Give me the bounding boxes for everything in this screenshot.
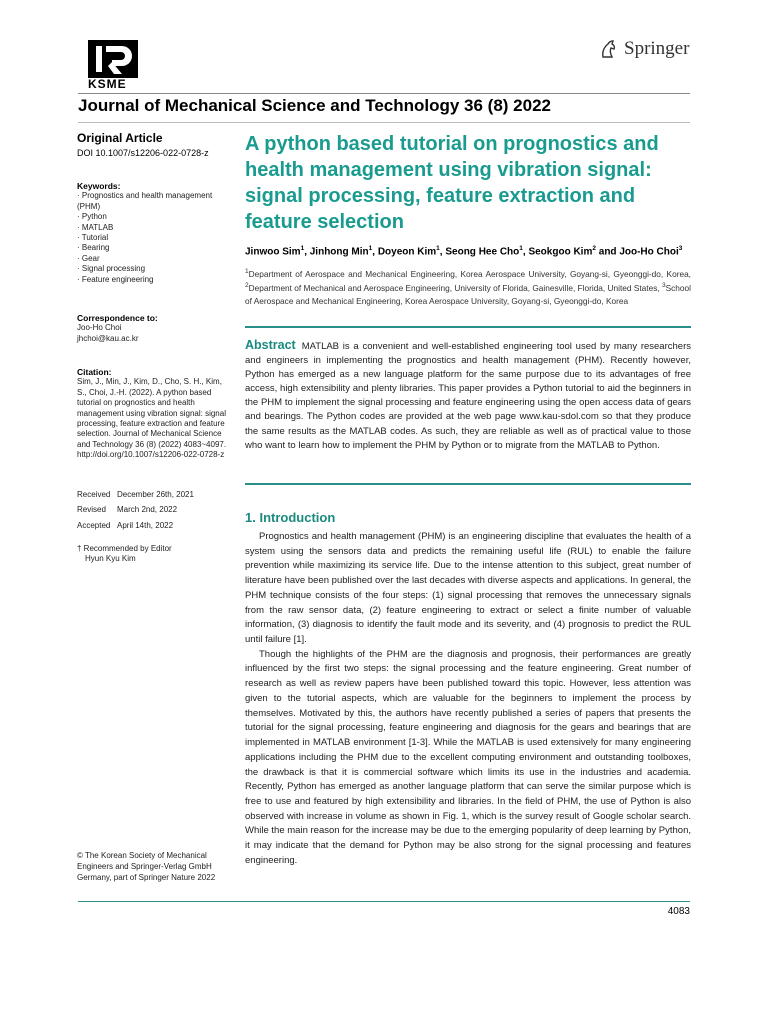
author-name: Jinwoo Sim <box>245 246 301 258</box>
author-sup: 1 <box>300 245 305 252</box>
accepted-date: April 14th, 2022 <box>117 520 174 530</box>
affiliation: Department of Aerospace and Mechanical Engineering, Korea Aerospace University, Goyang-si, Gyeonggi-do, Korea, <box>248 268 691 279</box>
springer-horse-icon <box>598 38 620 60</box>
keywords-block <box>77 181 227 285</box>
abstract-text: MATLAB is a convenient and well-established engineering tool used by many researchers and engineers in implementing the prognostics and health management (PHM). Recently however, Python has emerged as a new language platform for the same purpose due to its advantages of free access, high extensibility and plenty libraries. This paper provides a Python tutorial to aid the beginners in the PHM to implement the signal processing and feature engineering using the open access data of gears and bearings. The Python codes are provided at the web page www.kau-sdol.com so that they produce the same results as the MATLAB codes. As such, they are reliable as well as of practical value to those who want to learn how to implement the PHM by Python or to migrate from the MATLAB to Python. <box>245 341 691 451</box>
revised-date: March 2nd, 2022 <box>117 505 178 515</box>
recommended-label: † Recommended by Editor <box>77 544 172 553</box>
copyright: © The Korean Society of Mechanical Engineers and Springer-Verlag GmbH Germany, part of Springer Nature 2022 <box>77 851 216 883</box>
correspondence-name: Joo-Ho Choi <box>77 323 122 333</box>
author-and: and <box>598 246 617 258</box>
author-sup: 1 <box>436 245 440 252</box>
keyword-item: · MATLAB <box>77 222 114 232</box>
springer-logo <box>598 37 689 61</box>
author-sup: 3 <box>678 245 683 252</box>
ksme-logo-text: KSME <box>88 77 127 91</box>
editor-name: Hyun Kyu Kim <box>85 554 136 564</box>
correspondence-email[interactable]: jhchoi@kau.ac.kr <box>77 333 139 343</box>
citation-label: Citation: <box>77 367 112 377</box>
author-list: Jinwoo Sim$^1$, Jinhong Min$^1$, Doyeon Kim$^1$, Seong Hee Cho$^1$, Seokgoo Kim$^2$ and Joo-Ho Choi$^3$ <box>245 245 683 258</box>
received-label: Received <box>77 490 111 499</box>
journal-title: Journal of Mechanical Science and Technology 36 (8) 2022 <box>78 96 552 115</box>
author-name: Seokgoo Kim <box>528 246 593 258</box>
abstract-rule-top <box>245 326 691 328</box>
affiliation: Department of Mechanical and Aerospace Engineering, University of Florida, Gainesville, Florida, United States, <box>248 283 662 294</box>
article-title: A python based tutorial on prognostics and health management using vibration signal: signal processing, feature extraction and feature selection <box>245 133 659 233</box>
dates-block <box>77 490 237 531</box>
journal-rule <box>78 122 690 123</box>
author-name: Joo-Ho Choi <box>619 246 679 258</box>
editor-block <box>77 544 227 565</box>
author-sup: 1 <box>368 245 373 252</box>
keyword-item: · Tutorial <box>77 233 109 243</box>
affil-sup: 3 <box>662 282 666 290</box>
footer-rule <box>78 901 690 902</box>
springer-name: Springer <box>624 38 690 59</box>
page-number: 4083 <box>667 906 690 917</box>
keyword-item: · Gear <box>77 253 100 263</box>
citation-text: Sim, J., Min, J., Kim, D., Cho, S. H., Kim, S., Choi, J.-H. (2022). A python based tutorial on prognostics and health management using vibration signal: signal processing, feature extraction and feature selection. Journal of Mechanical Science and Technology 36 (8) (2022) 4083~4097. http://doi.org/10.1007/s12206-022-0728-z <box>77 377 227 460</box>
paragraph: Though the highlights of the PHM are the diagnosis and prognosis, their performances are greatly influenced by the first two steps: the signal processing and the feature engineering. Great number of research as well as review papers have been published toward this topic. However, less attention was given to the tutorial aspects, which are valuable for the beginners to implement the process by themselves. Motivated by this, the authors have recently published a series of papers that presents the tutorial for the signal processing, feature engineering and diagnosis for the gears and bearings that are implemented in MATLAB environment [1-3]. While the MATLAB is used extensively for many engineering applications including the PHM due to the excellent computing environment and outstanding toolboxes, the drawback is that it is commercial software which limits its use in the industries and academia. Recently, Python has emerged as another language platform that can serve the similar purpose which is free to use and featured by high extensibility and libraries. In the field of PHM, the use of Python is also observed with increase in volume as shown in Fig. 1, which is the survey result of Google scholar search. While the main reason for the increase may be due to the emerging popularity of deep learning by Python, it may indicate that the demand for Python may be also strong for the signal processing and features engineering. <box>245 648 691 866</box>
keyword-item: · Feature engineering <box>77 274 154 284</box>
keywords-list <box>77 191 227 285</box>
affiliation: School of Aerospace and Mechanical Engineering, Korea Aerospace University, Goyang-si, Gyeonggi-do, Korea <box>245 283 691 306</box>
accepted-label: Accepted <box>77 520 111 530</box>
keyword-item: · Bearing <box>77 243 110 253</box>
body-text <box>245 530 691 869</box>
author-name: Seong Hee Cho <box>445 246 520 258</box>
ksme-logo-icon <box>88 40 138 78</box>
affil-sup: 1 <box>245 268 249 275</box>
affiliations <box>245 266 691 307</box>
author-name: Jinhong Min <box>309 246 369 258</box>
author-name: Doyeon Kim <box>377 246 437 258</box>
paragraph: Prognostics and health management (PHM) is an engineering discipline that evaluates the health of a system using the sensors data and predicts the remaining useful life (RUL) to enable the failure prevention while maximizing its service life. Due to the intense attention to this subject, great number of literature have been published over the last decades with diverse aspects and applications. In general, the PHM technique consists of the four steps: (1) signal processing that removes the unnecessary signals from the raw sensor data, (2) feature engineering to extract or select a finite number of valuable information, (3) diagnosis to identify the fault mode and its severity, and (4) prognosis to predict the RUL until failure [1]. <box>245 531 691 646</box>
affil-sup: 2 <box>245 282 249 290</box>
abstract-rule-bottom <box>245 483 691 485</box>
section-heading: 1. Introduction <box>245 510 336 525</box>
keyword-item: · Prognostics and health management (PHM) <box>77 191 213 211</box>
abstract <box>245 338 691 453</box>
correspondence-block <box>77 313 227 344</box>
received-date: December 26th, 2021 <box>117 490 194 499</box>
abstract-label: Abstract <box>245 338 296 352</box>
keywords-label: Keywords: <box>77 181 121 191</box>
header-rule <box>78 93 690 94</box>
correspondence-label: Correspondence to: <box>77 313 158 323</box>
keyword-item: · Signal processing <box>77 264 146 274</box>
doi: DOI 10.1007/s12206-022-0728-z <box>77 148 209 158</box>
article-type: Original Article <box>77 131 163 145</box>
author-sup: 2 <box>592 245 596 252</box>
revised-label: Revised <box>77 505 106 515</box>
keyword-item: · Python <box>77 212 107 222</box>
citation-block <box>77 367 229 461</box>
author-sup: 1 <box>519 245 523 252</box>
